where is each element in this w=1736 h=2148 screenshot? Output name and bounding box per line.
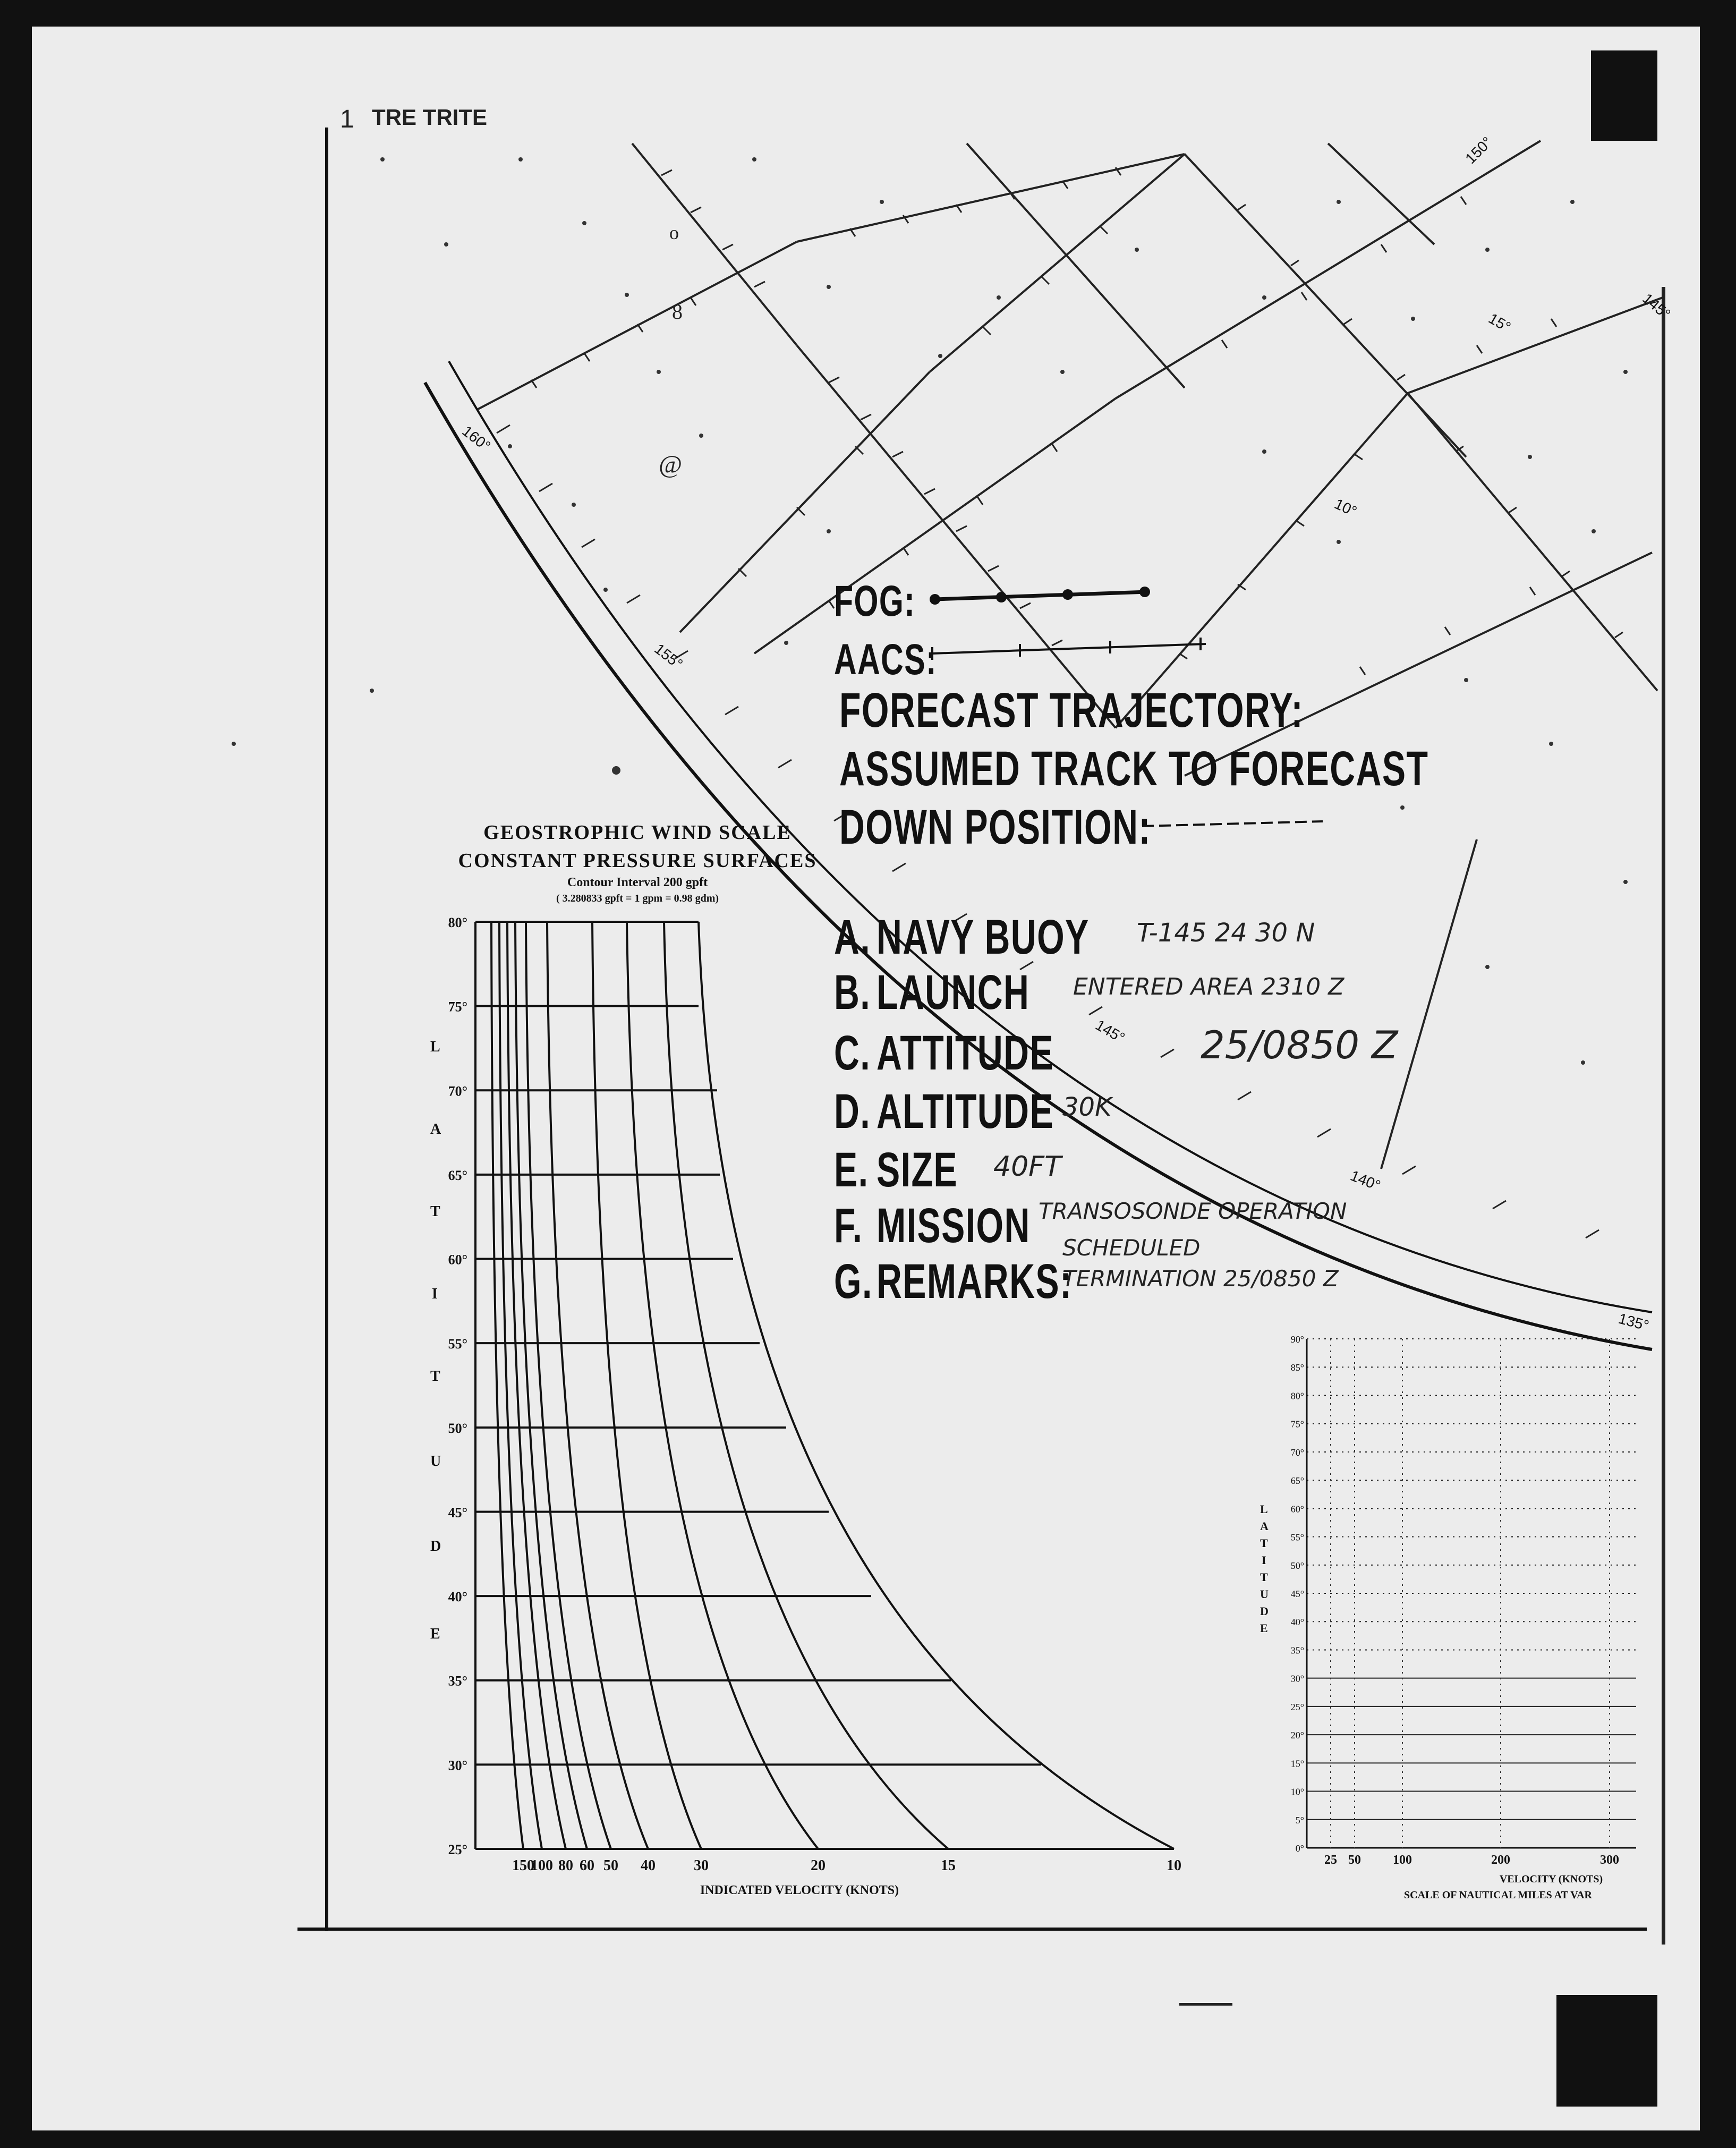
- geo-velocity-curve: [699, 922, 1174, 1849]
- nm-lat-label: 50°: [1290, 1560, 1304, 1571]
- form-label-c: ATTITUDE: [876, 1026, 1054, 1080]
- nm-velocity-label: 50: [1348, 1853, 1361, 1867]
- nm-lat-label: 60°: [1290, 1504, 1304, 1515]
- geo-lat-label: 25°: [448, 1842, 467, 1857]
- nm-lat-label: 35°: [1290, 1645, 1304, 1656]
- geo-lat-label: 35°: [448, 1673, 467, 1689]
- meridian-label-160: 160°: [459, 422, 494, 455]
- nm-lat-label: 70°: [1290, 1447, 1304, 1458]
- geo-lat-label: 75°: [448, 999, 467, 1015]
- geo-lat-label: 40°: [448, 1589, 467, 1605]
- nm-lat-label: 25°: [1290, 1701, 1304, 1712]
- form-value-g: SCHEDULED TERMINATION 25/0850 Z: [1062, 1235, 1339, 1292]
- nm-lat-label: 55°: [1290, 1532, 1304, 1543]
- form-value-d: 30K: [1062, 1092, 1112, 1122]
- map-mark: @: [659, 451, 683, 479]
- nm-lat-label: 10°: [1290, 1786, 1304, 1797]
- geo-velocity-label: 150: [512, 1857, 534, 1874]
- nm-lat-label: 0°: [1295, 1843, 1304, 1854]
- nm-x-label: VELOCITY (KNOTS): [1499, 1873, 1603, 1885]
- meridian-label-150-low: 145°: [1093, 1016, 1128, 1047]
- nm-lat-label: 90°: [1290, 1334, 1304, 1345]
- geo-velocity-curve: [627, 922, 818, 1849]
- nm-caption: SCALE OF NAUTICAL MILES AT VAR: [1404, 1889, 1592, 1901]
- nm-lat-label: 15°: [1290, 1758, 1304, 1769]
- geo-velocity-curve: [499, 922, 542, 1849]
- top-label-145: 145°: [1639, 290, 1674, 322]
- geo-velocity-label: 80: [558, 1857, 573, 1874]
- legend-assumed-line1: ASSUMED TRACK TO FORECAST: [839, 742, 1429, 796]
- form-letter-g: G.: [834, 1254, 873, 1309]
- map-mark: o: [669, 222, 679, 243]
- top-label-150: 150°: [1462, 133, 1496, 167]
- geo-lat-label: 45°: [448, 1505, 467, 1521]
- nautical-miles-scale: [1291, 1334, 1636, 1901]
- nm-lat-label: 20°: [1290, 1730, 1304, 1741]
- geo-velocity-curve: [547, 922, 648, 1849]
- page-mark: [1179, 2003, 1232, 2006]
- form-letter-e: E.: [834, 1143, 869, 1197]
- nm-lat-label: 5°: [1295, 1814, 1304, 1826]
- form-value-c: 25/0850 Z: [1201, 1023, 1398, 1067]
- geo-velocity-label: 50: [603, 1857, 618, 1874]
- geo-velocity-label: 40: [641, 1857, 656, 1874]
- nm-velocity-label: 100: [1393, 1853, 1412, 1867]
- nm-velocity-label: 200: [1491, 1853, 1510, 1867]
- form-label-a: NAVY BUOY: [876, 910, 1090, 964]
- nm-lat-label: 85°: [1290, 1362, 1304, 1373]
- geo-velocity-label: 10: [1167, 1857, 1181, 1874]
- nm-lat-label: 45°: [1290, 1589, 1304, 1599]
- geo-velocity-curve: [526, 922, 611, 1849]
- nm-lat-label: 30°: [1290, 1673, 1304, 1684]
- form-letter-a: A.: [834, 910, 871, 964]
- geo-scale-subtitle-2: ( 3.280833 gpft = 1 gpm = 0.98 gdm): [556, 893, 719, 904]
- legend-fog-label: FOG:: [834, 577, 916, 625]
- meridian-label-140: 140°: [1348, 1167, 1383, 1194]
- nm-lat-label: 65°: [1290, 1475, 1304, 1487]
- geo-scale-subtitle-1: Contour Interval 200 gpft: [567, 876, 708, 889]
- map-mark: 8: [672, 300, 683, 324]
- form-label-b: LAUNCH: [876, 965, 1030, 1020]
- legend-assumed-line2: DOWN POSITION:: [839, 800, 1151, 854]
- geo-velocity-curve: [664, 922, 948, 1849]
- legend-aacs-label: AACS:: [834, 635, 938, 684]
- latitude-label-10: 10°: [1332, 495, 1359, 520]
- form-label-g: REMARKS:: [876, 1254, 1073, 1309]
- meridian-label-135: 135°: [1616, 1310, 1651, 1334]
- geo-x-label: INDICATED VELOCITY (KNOTS): [700, 1883, 899, 1897]
- nm-velocity-label: 300: [1600, 1853, 1619, 1867]
- form-letter-b: B.: [834, 965, 871, 1020]
- form-letter-f: F.: [834, 1199, 863, 1253]
- nm-lat-label: 80°: [1290, 1390, 1304, 1402]
- geo-lat-label: 80°: [448, 915, 467, 930]
- form-value-a: T-145 24 30 N: [1137, 918, 1315, 948]
- geo-velocity-curve: [592, 922, 701, 1849]
- form-value-f: TRANSOSONDE OPERATION: [1039, 1198, 1347, 1224]
- form-label-d: ALTITUDE: [876, 1084, 1054, 1139]
- geo-scale-title-1: GEOSTROPHIC WIND SCALE: [483, 821, 792, 844]
- geo-lat-label: 55°: [448, 1336, 467, 1352]
- form-value-b: ENTERED AREA 2310 Z: [1073, 973, 1344, 1000]
- geo-scale-title-2: CONSTANT PRESSURE SURFACES: [458, 850, 817, 872]
- form-letter-c: C.: [834, 1026, 871, 1080]
- geo-velocity-label: 100: [531, 1857, 553, 1874]
- form-label-f: MISSION: [876, 1199, 1031, 1253]
- form-value-e: 40FT: [993, 1151, 1061, 1183]
- legend-forecast-label: FORECAST TRAJECTORY:: [839, 683, 1304, 737]
- geo-lat-label: 65°: [448, 1167, 467, 1183]
- meridian-label-155: 155°: [651, 640, 686, 673]
- nm-lat-label: 75°: [1290, 1419, 1304, 1430]
- header-scribble: TRE TRITE: [372, 105, 487, 130]
- latitude-label-15: 15°: [1486, 310, 1514, 336]
- geo-lat-label: 30°: [448, 1758, 467, 1773]
- geo-lat-label: 60°: [448, 1252, 467, 1268]
- geostrophic-wind-scale: [448, 915, 1181, 1897]
- geo-velocity-label: 15: [941, 1857, 956, 1874]
- geo-lat-label: 70°: [448, 1083, 467, 1099]
- nm-lat-label: 40°: [1290, 1617, 1304, 1628]
- header-corner-mark: 1: [340, 105, 354, 133]
- nm-velocity-label: 25: [1324, 1853, 1337, 1867]
- geo-velocity-label: 60: [580, 1857, 594, 1874]
- geo-velocity-label: 20: [811, 1857, 826, 1874]
- form-label-e: SIZE: [876, 1143, 958, 1197]
- geo-lat-label: 50°: [448, 1420, 467, 1436]
- geo-velocity-label: 30: [694, 1857, 709, 1874]
- form-letter-d: D.: [834, 1084, 871, 1139]
